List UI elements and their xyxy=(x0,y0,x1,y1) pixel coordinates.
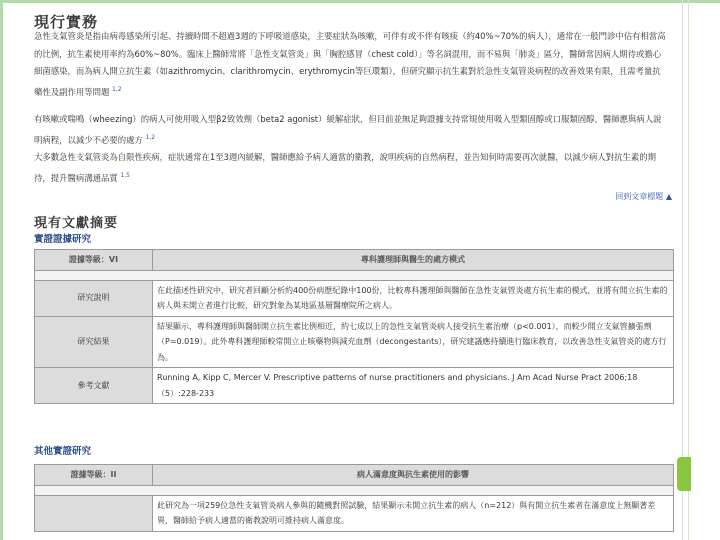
table-spacer-2 xyxy=(35,485,674,495)
table-spacer xyxy=(35,270,674,280)
back-to-top-link[interactable]: 回到文章標題 ▲ xyxy=(615,192,672,201)
paragraph-1-text: 急性支氣管炎是指由病毒感染所引起、持續時間不超過3週的下呼吸道感染，主要症狀為咳嗽，可伴有或不伴有咳痰（約40%~70%的病人），通常在一般門診中佔有相當高的比例，抗生素使用率約為60%~80%。臨床上醫師常將「急性支氣管炎」與「胸腔感冒（chest cold）」等名詞混用，而不易與「肺炎」區分，醫師常因病人期待或擔心細菌感染，而為病人開立抗生素（如azithromycin、clarithromycin、erythromycin等巨環類），但研究顯示抗生素對於急性支氣管炎病程的改善效果有限，且需考量抗藥性及副作用等問題 xyxy=(34,31,666,97)
row-label-2 xyxy=(35,495,153,531)
row-label-study-description: 研究說明 xyxy=(35,280,153,316)
paragraph-3-text: 大多數急性支氣管炎為自限性疾病，症狀通常在1至3週內緩解，醫師應給予病人適當的衛教，說明疾病的自然病程，並告知何時需要再次就醫，以減少病人對抗生素的期待，提升醫病溝通品質 xyxy=(34,152,657,183)
side-tab-marker[interactable] xyxy=(677,457,691,491)
row-label-study-results: 研究結果 xyxy=(35,316,153,368)
row-text-references: Running A, Kipp C, Mercer V. Prescriptive patterns of nurse practitioners and physicians. J Am Acad Nurse Pract 2006;18（5）:228-233 xyxy=(153,368,674,404)
evidence-table-header: 專科護理師與醫生的處方模式 xyxy=(153,250,674,271)
row-text-study-description: 在此描述性研究中，研究者回顧分析約400份病歷紀錄中100份，比較專科護理師與醫師在急性支氣管炎處方抗生素的模式，並將有開立抗生素的病人與未開立者進行比較，研究對象為某地區基層醫療院所之病人。 xyxy=(153,280,674,316)
subsection-evidence-studies: 實證證據研究 xyxy=(34,234,92,245)
frame-left-border xyxy=(0,0,3,540)
row-text-study-results: 結果顯示，專科護理師與醫師開立抗生素比例相近，約七成以上的急性支氣管炎病人接受抗生素治療（p<0.001），而較少開立支氣管擴張劑（P=0.019）。此外專科護理師較常開立止咳藥物與減充血劑（decongestants），研究建議應持續進行臨床教育，以改善急性支氣管炎的處方行為。 xyxy=(153,316,674,368)
section-title-current-practice: 現行實務 xyxy=(34,13,99,31)
evidence-level-label: 證據等級：VI xyxy=(35,250,153,271)
evidence-table-1 xyxy=(34,249,674,404)
paragraph-3 xyxy=(34,149,666,187)
document-content xyxy=(34,0,674,540)
subsection-other-studies: 其他實證研究 xyxy=(34,446,92,457)
paragraph-1 xyxy=(34,28,666,101)
paragraph-1-ref[interactable]: 1,2 xyxy=(112,85,122,93)
paragraph-2-text: 有咳嗽或喘鳴（wheezing）的病人可使用吸入型β2致效劑（beta2 agonist）緩解症狀，但目前並無足夠證據支持常規使用吸入型類固醇或口服類固醇，醫師應與病人說明病程，以減少不必要的處方 xyxy=(34,114,662,145)
evidence-level-label-2: 證據等級：II xyxy=(35,465,153,486)
row-text-2: 此研究為一項259位急性支氣管炎病人參與的隨機對照試驗，結果顯示未開立抗生素的病人（n=212）與有開立抗生素者在滿意度上無顯著差異，醫師給予病人適當的衛教說明可維持病人滿意度。 xyxy=(153,495,674,531)
paragraph-2-ref[interactable]: 1,2 xyxy=(145,133,156,141)
evidence-table-2 xyxy=(34,464,674,532)
evidence-table-header-2: 病人滿意度與抗生素使用的影響 xyxy=(153,465,674,486)
paragraph-2 xyxy=(34,111,666,149)
paragraph-3-ref[interactable]: 1,5 xyxy=(120,171,130,179)
section-title-literature: 現有文獻摘要 xyxy=(34,216,119,231)
row-label-references: 參考文獻 xyxy=(35,368,153,404)
